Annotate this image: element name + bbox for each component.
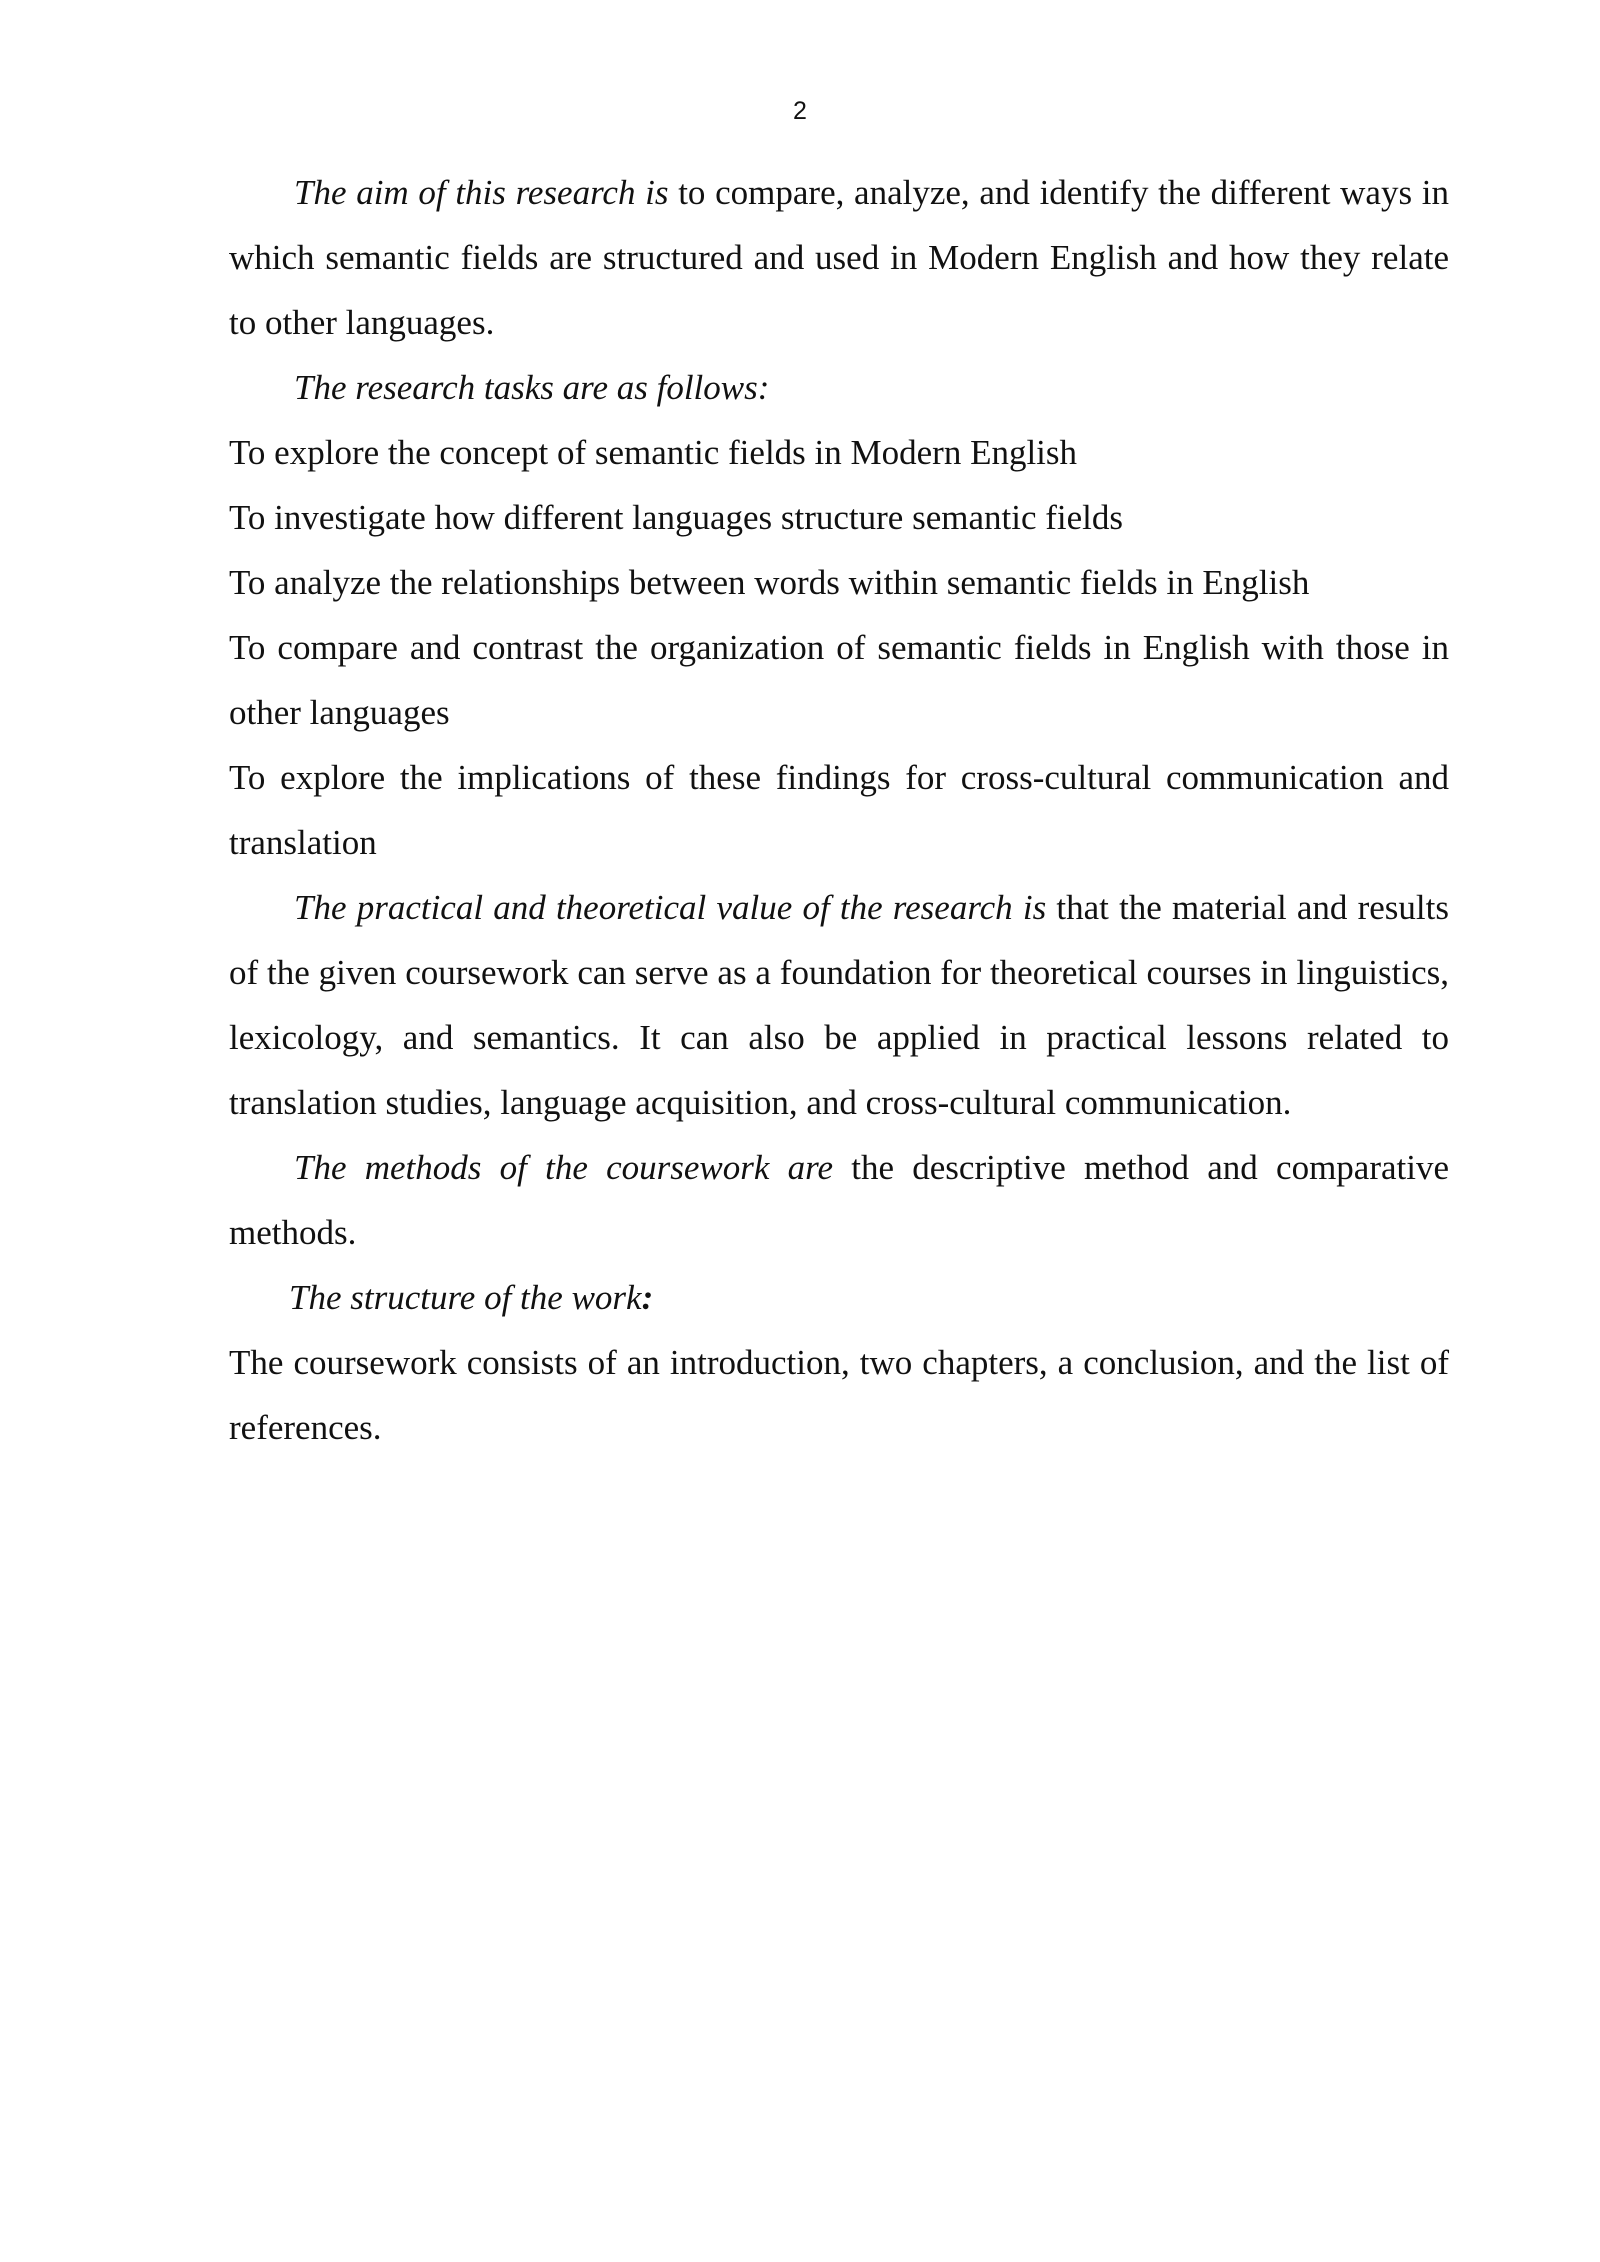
aim-lead: The aim of this research is bbox=[294, 173, 669, 212]
task-item-3: To analyze the relationships between words within semantic fields in English bbox=[229, 563, 1310, 602]
tasks-heading bbox=[229, 355, 1449, 420]
structure-heading-colon: : bbox=[641, 1278, 654, 1317]
aim-text: to compare, analyze, and identify the different ways in which semantic fields are structured and used in Modern English and how they relate to other languages. bbox=[229, 173, 1450, 342]
methods-text: the descriptive method and comparative methods. bbox=[229, 1148, 1450, 1252]
structure-heading-text: The structure of the work bbox=[289, 1278, 642, 1317]
task-item-4: To compare and contrast the organization of semantic fields in English with those in other languages bbox=[229, 628, 1449, 732]
methods-lead: The methods of the coursework are bbox=[294, 1148, 834, 1187]
page-content bbox=[229, 160, 1449, 1460]
structure-paragraph: The coursework consists of an introduction, two chapters, a conclusion, and the list of references. bbox=[229, 1343, 1449, 1447]
structure-heading bbox=[229, 1265, 1449, 1330]
value-paragraph bbox=[229, 875, 1449, 1135]
task-item-2: To investigate how different languages structure semantic fields bbox=[229, 498, 1123, 537]
methods-paragraph bbox=[229, 1135, 1449, 1265]
task-item-1: To explore the concept of semantic fields in Modern English bbox=[229, 433, 1078, 472]
page-number: 2 bbox=[793, 97, 807, 125]
task-item-5: To explore the implications of these findings for cross-cultural communication and translation bbox=[229, 758, 1449, 862]
aim-paragraph bbox=[229, 160, 1449, 355]
value-lead: The practical and theoretical value of the research is bbox=[294, 888, 1047, 927]
value-text: that the material and results of the given coursework can serve as a foundation for theoretical courses in linguistics, lexicology, and semantics. It can also be applied in practical lessons related to translation studies, language acquisition, and cross-cultural communication. bbox=[229, 888, 1449, 1122]
tasks-heading-text: The research tasks are as follows: bbox=[294, 368, 770, 407]
